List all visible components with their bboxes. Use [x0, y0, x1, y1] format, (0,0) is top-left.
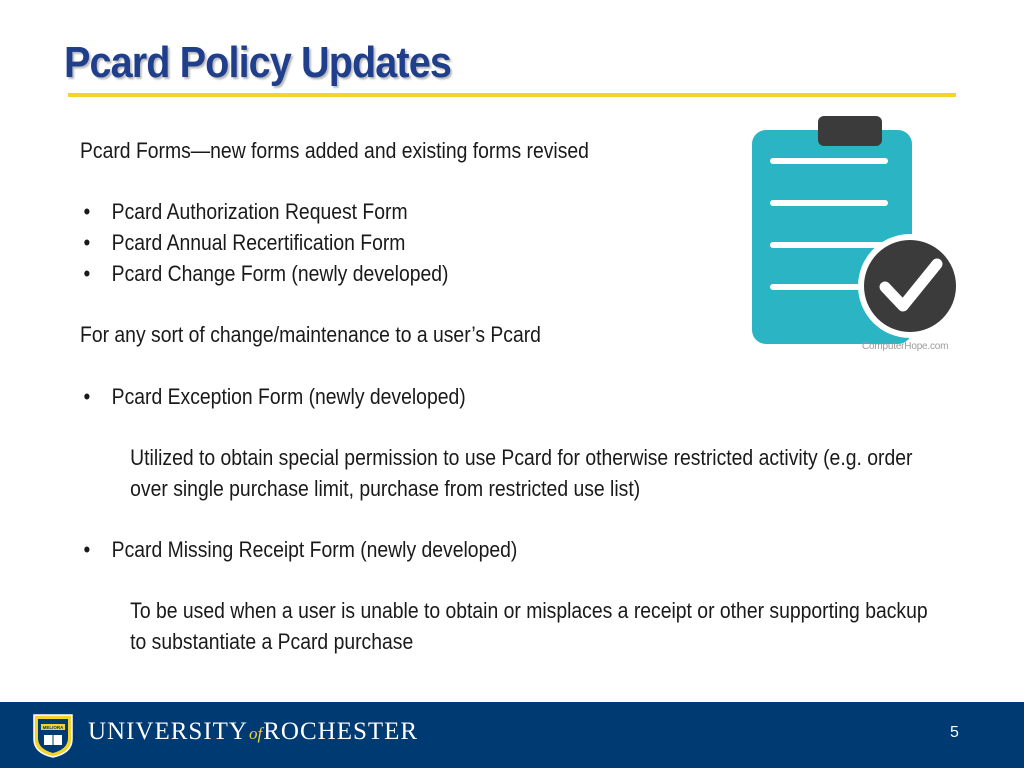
list-item-missing-receipt-form: • Pcard Missing Receipt Form (newly developed): [80, 535, 837, 566]
change-note: For any sort of change/maintenance to a user’s Pcard: [80, 322, 541, 348]
missing-receipt-description: To be used when a user is unable to obtain or misplaces a receipt or other supporting backup to substantiate a Pcard purchase: [130, 598, 928, 655]
seal-motto: MELIORA: [42, 725, 64, 730]
image-credit: ComputerHope.com: [862, 341, 949, 352]
title-underline: [68, 93, 956, 97]
university-wordmark: [88, 718, 418, 746]
wordmark-university: UNIVERSITY: [88, 718, 248, 745]
list-item-exception-form: • Pcard Exception Form (newly developed): [80, 382, 837, 413]
university-seal-icon: [30, 711, 76, 759]
wordmark-of: of: [249, 724, 263, 743]
intro-text: Pcard Forms—new forms added and existing forms revised: [80, 138, 589, 163]
page-number: 5: [950, 724, 959, 741]
list-item: • Pcard Annual Recertification Form: [80, 228, 837, 259]
list-item: • Pcard Authorization Request Form: [80, 197, 837, 228]
slide-title: Pcard Policy Updates: [64, 38, 451, 87]
exception-form-description: Utilized to obtain special permission to use Pcard for otherwise restricted activity (e.g. order over single purchase limit, purchase from restricted use list): [130, 444, 913, 501]
wordmark-rochester: ROCHESTER: [263, 718, 419, 745]
clipboard-check-icon: [742, 112, 964, 362]
list-item: • Pcard Change Form (newly developed): [80, 259, 837, 290]
